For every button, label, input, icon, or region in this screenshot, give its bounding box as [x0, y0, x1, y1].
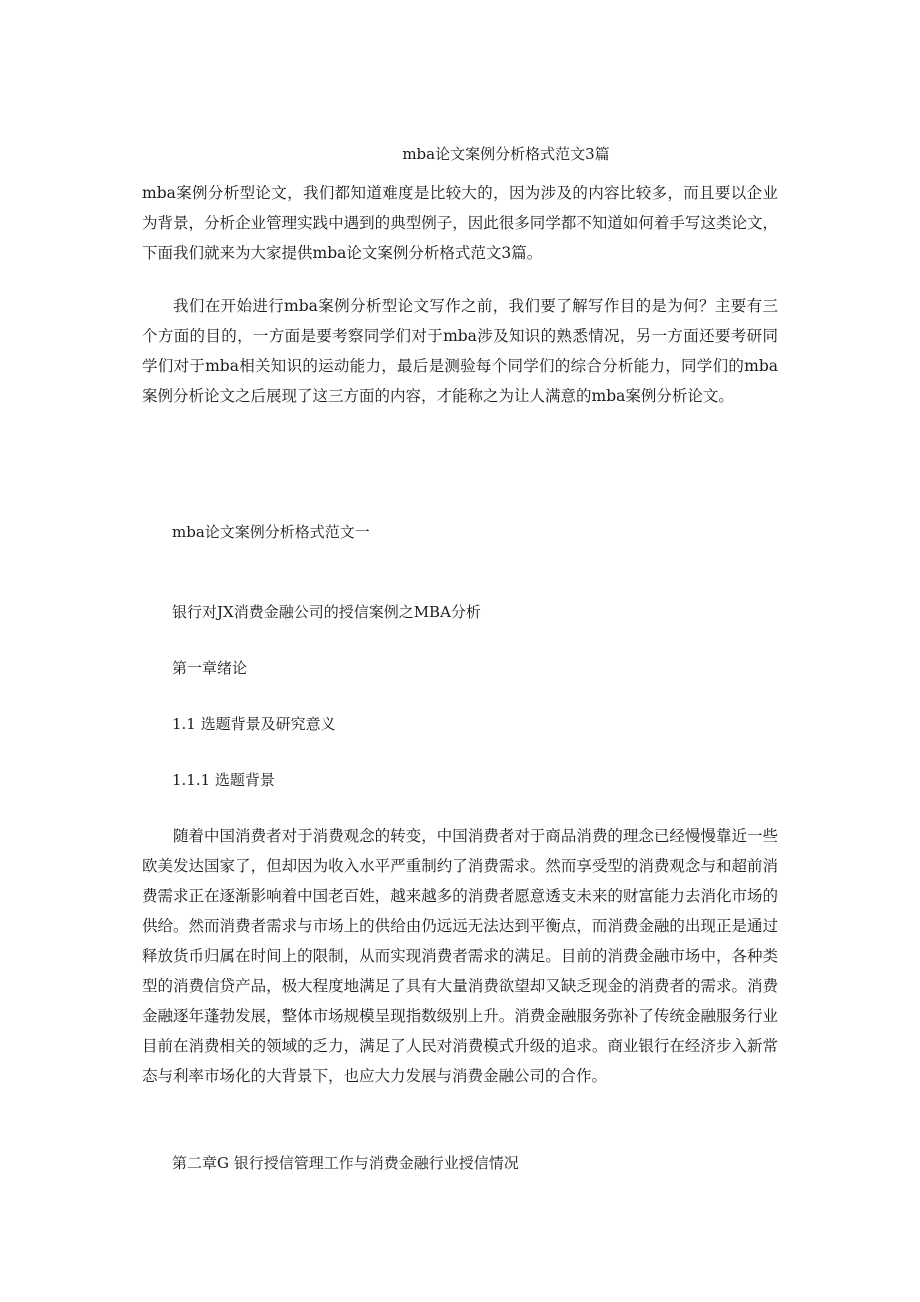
section-1-1-heading: 1.1 选题背景及研究意义: [172, 715, 336, 733]
document-title: mba论文案例分析格式范文3篇: [402, 145, 610, 163]
intro-paragraph: mba案例分析型论文，我们都知道难度是比较大的，因为涉及的内容比较多，而且要以企业为背景，分析企业管理实践中遇到的典型例子，因此很多同学都不知道如何着手写这类论文，下面我们就来为大家提供mba论文案例分析格式范文3篇。: [142, 184, 778, 262]
chapter-2-heading: 第二章G 银行授信管理工作与消费金融行业授信情况: [172, 1154, 519, 1172]
sample-heading: mba论文案例分析格式范文一: [172, 523, 370, 541]
section-1-1-1-heading: 1.1.1 选题背景: [172, 771, 275, 789]
purpose-paragraph: 我们在开始进行mba案例分析型论文写作之前，我们要了解写作目的是为何？主要有三个方面的目的，一方面是要考察同学们对于mba涉及知识的熟悉情况，另一方面还要考研同学们对于mba相关知识的运动能力，最后是测验每个同学们的综合分析能力，同学们的mba案例分析论文之后展现了这三方面的内容，才能称之为让人满意的mba案例分析论文。: [142, 297, 778, 405]
background-paragraph: 随着中国消费者对于消费观念的转变，中国消费者对于商品消费的理念已经慢慢靠近一些欧美发达国家了，但却因为收入水平严重制约了消费需求。然而享受型的消费观念与和超前消费需求正在逐渐影响着中国老百姓，越来越多的消费者愿意透支未来的财富能力去消化市场的供给。然而消费者需求与市场上的供给由仍远远无法达到平衡点，而消费金融的出现正是通过释放货币归属在时间上的限制，从而实现消费者需求的满足。目前的消费金融市场中，各种类型的消费信贷产品，极大程度地满足了具有大量消费欲望却又缺乏现金的消费者的需求。消费金融逐年蓬勃发展，整体市场规模呈现指数级别上升。消费金融服务弥补了传统金融服务行业目前在消费相关的领域的乏力，满足了人民对消费模式升级的追求。商业银行在经济步入新常态与利率市场化的大背景下，也应大力发展与消费金融公司的合作。: [142, 827, 778, 1085]
paper-title: 银行对JX消费金融公司的授信案例之MBA分析: [172, 603, 481, 621]
chapter-1-heading: 第一章绪论: [172, 659, 248, 677]
